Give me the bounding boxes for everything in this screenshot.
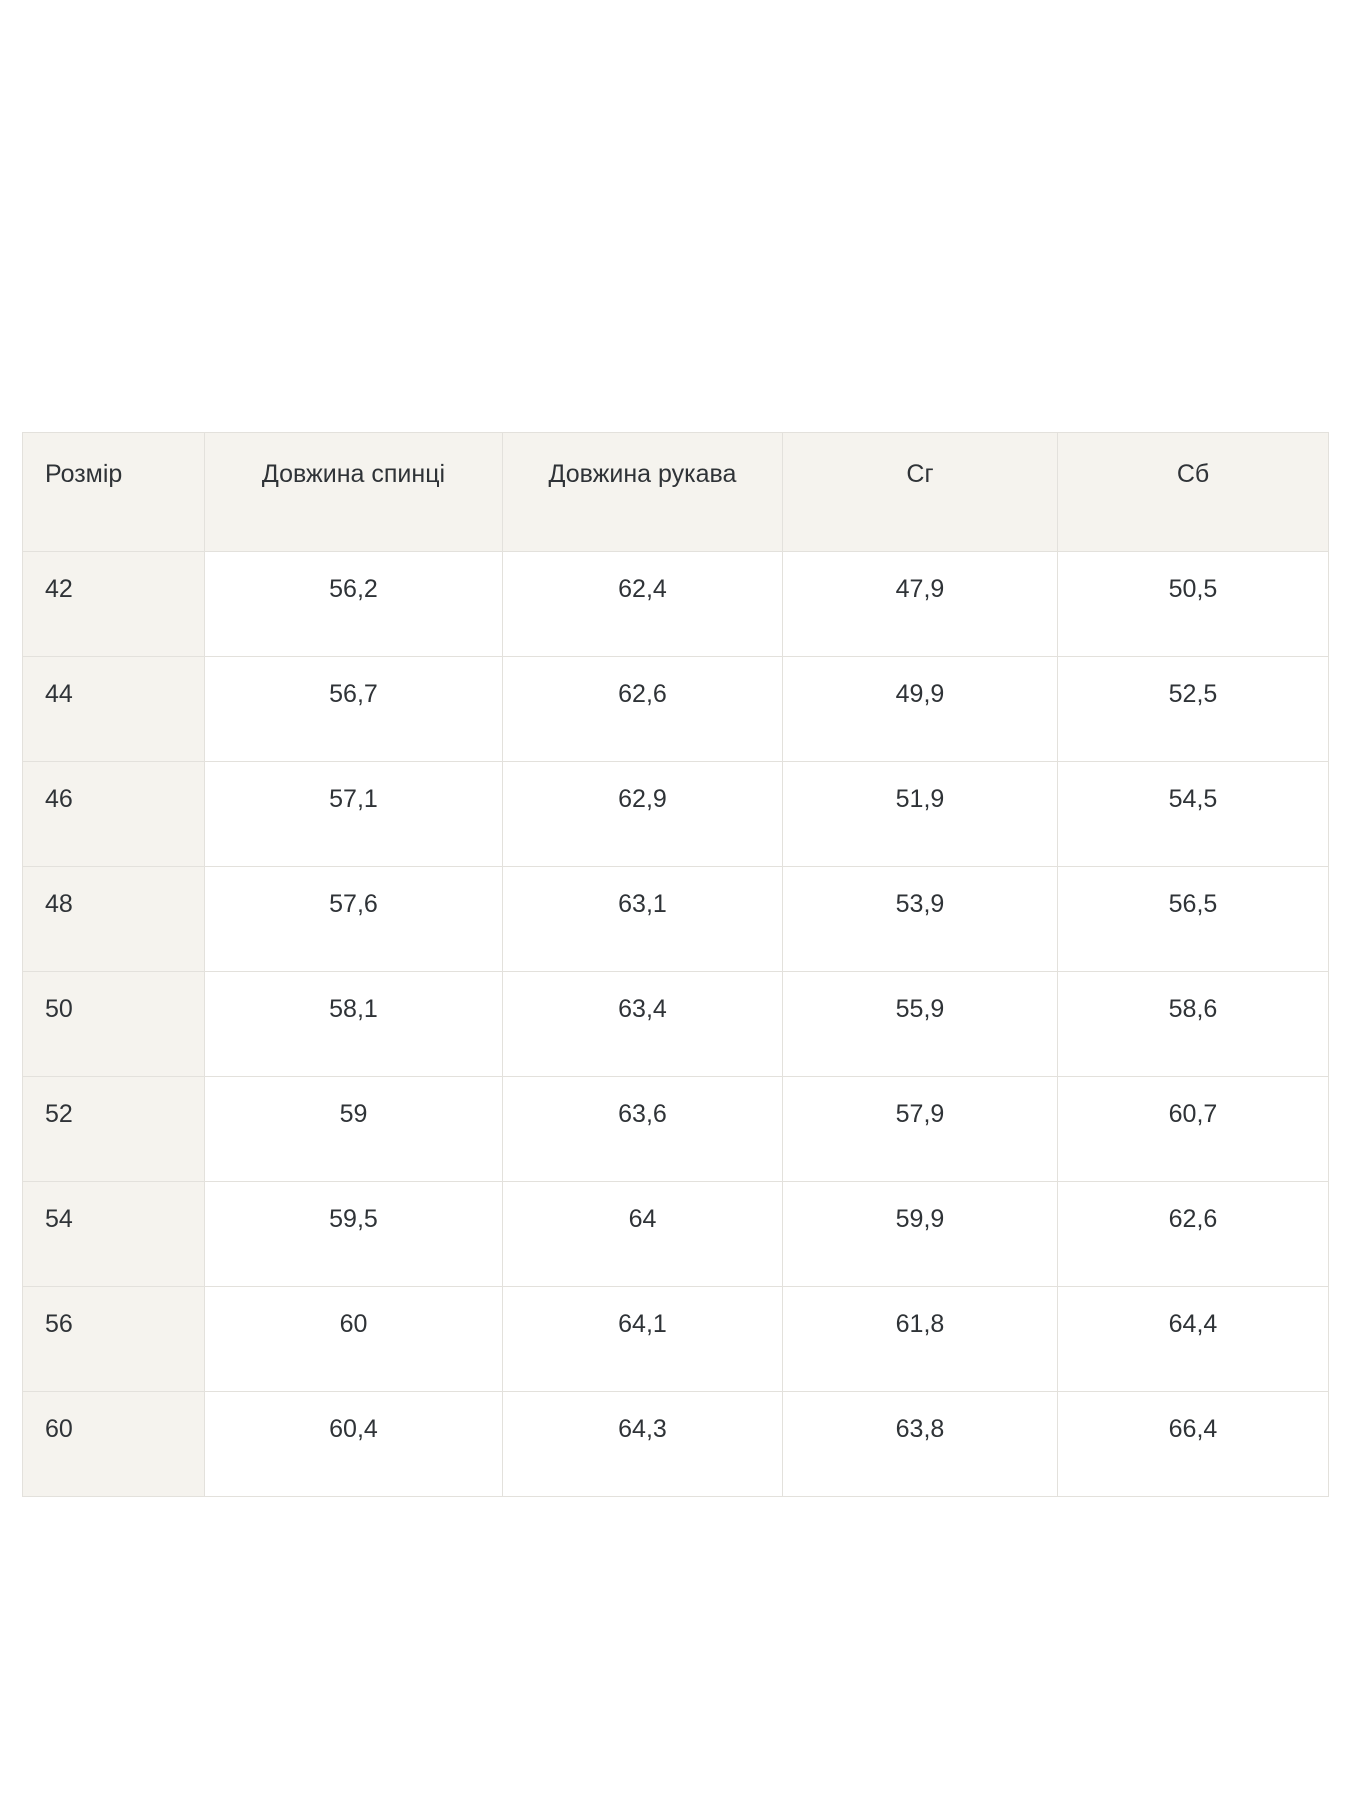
cell-chest: 55,9 <box>783 972 1058 1077</box>
table-row <box>23 1287 1329 1392</box>
cell-size: 60 <box>23 1392 205 1497</box>
cell-sleeve-length: 62,9 <box>503 762 783 867</box>
cell-back-length: 57,6 <box>205 867 503 972</box>
cell-hips: 62,6 <box>1058 1182 1329 1287</box>
cell-hips: 64,4 <box>1058 1287 1329 1392</box>
column-header-hips: Сб <box>1058 433 1329 552</box>
cell-back-length: 56,7 <box>205 657 503 762</box>
cell-back-length: 59,5 <box>205 1182 503 1287</box>
cell-back-length: 56,2 <box>205 552 503 657</box>
cell-size: 52 <box>23 1077 205 1182</box>
cell-hips: 56,5 <box>1058 867 1329 972</box>
cell-chest: 49,9 <box>783 657 1058 762</box>
cell-size: 54 <box>23 1182 205 1287</box>
cell-sleeve-length: 63,6 <box>503 1077 783 1182</box>
table-row <box>23 1182 1329 1287</box>
size-chart-table <box>22 432 1329 1497</box>
cell-sleeve-length: 64,1 <box>503 1287 783 1392</box>
cell-hips: 58,6 <box>1058 972 1329 1077</box>
cell-hips: 54,5 <box>1058 762 1329 867</box>
cell-chest: 53,9 <box>783 867 1058 972</box>
cell-hips: 52,5 <box>1058 657 1329 762</box>
table-row <box>23 1392 1329 1497</box>
cell-sleeve-length: 63,1 <box>503 867 783 972</box>
cell-chest: 61,8 <box>783 1287 1058 1392</box>
table-header <box>23 433 1329 552</box>
cell-chest: 59,9 <box>783 1182 1058 1287</box>
table-row <box>23 762 1329 867</box>
table-row <box>23 972 1329 1077</box>
cell-size: 42 <box>23 552 205 657</box>
table-row <box>23 552 1329 657</box>
cell-sleeve-length: 62,6 <box>503 657 783 762</box>
table-row <box>23 1077 1329 1182</box>
cell-sleeve-length: 62,4 <box>503 552 783 657</box>
cell-sleeve-length: 64 <box>503 1182 783 1287</box>
column-header-chest: Сг <box>783 433 1058 552</box>
cell-back-length: 58,1 <box>205 972 503 1077</box>
cell-size: 44 <box>23 657 205 762</box>
cell-back-length: 59 <box>205 1077 503 1182</box>
cell-back-length: 60 <box>205 1287 503 1392</box>
cell-hips: 50,5 <box>1058 552 1329 657</box>
cell-chest: 63,8 <box>783 1392 1058 1497</box>
cell-back-length: 57,1 <box>205 762 503 867</box>
cell-size: 48 <box>23 867 205 972</box>
table-body <box>23 552 1329 1497</box>
cell-chest: 57,9 <box>783 1077 1058 1182</box>
cell-sleeve-length: 63,4 <box>503 972 783 1077</box>
cell-hips: 60,7 <box>1058 1077 1329 1182</box>
cell-size: 56 <box>23 1287 205 1392</box>
cell-chest: 51,9 <box>783 762 1058 867</box>
table-header-row <box>23 433 1329 552</box>
cell-back-length: 60,4 <box>205 1392 503 1497</box>
cell-size: 46 <box>23 762 205 867</box>
column-header-size: Розмір <box>23 433 205 552</box>
cell-hips: 66,4 <box>1058 1392 1329 1497</box>
column-header-sleeve-length: Довжина рукава <box>503 433 783 552</box>
cell-chest: 47,9 <box>783 552 1058 657</box>
table-row <box>23 657 1329 762</box>
size-chart-container <box>22 432 1328 1497</box>
column-header-back-length: Довжина спинці <box>205 433 503 552</box>
cell-size: 50 <box>23 972 205 1077</box>
cell-sleeve-length: 64,3 <box>503 1392 783 1497</box>
table-row <box>23 867 1329 972</box>
